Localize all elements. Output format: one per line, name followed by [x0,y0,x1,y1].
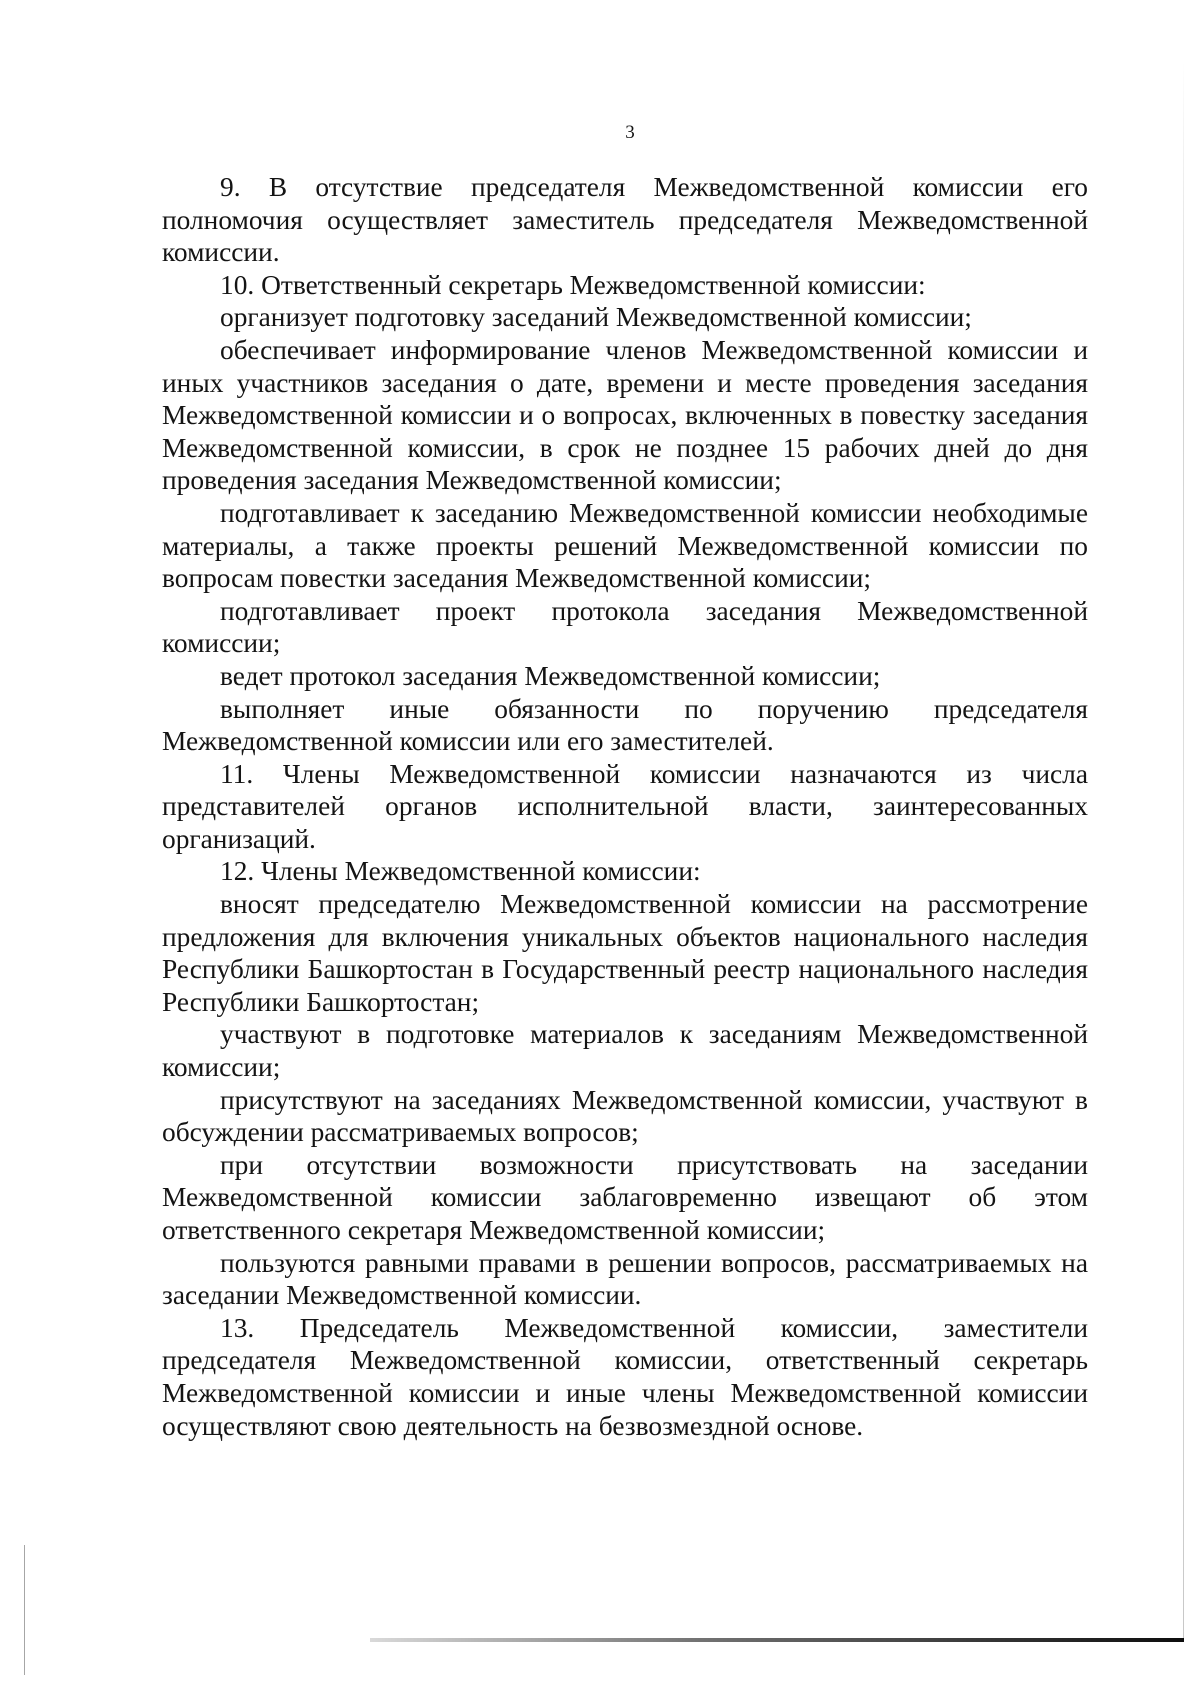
document-body [162,171,1088,1442]
scan-edge-bottom [370,1638,1184,1642]
paragraph-11: 11. Члены Межведомственной комиссии назначаются из числа представителей органов исполнительной власти, заинтересованных организаций. [162,758,1088,854]
paragraph-12-item: вносят председателю Межведомственной комиссии на рассмотрение предложения для включения уникальных объектов национального наследия Республики Башкортостан в Государственный реестр национального наследия Республики Башкортостан; [162,889,1088,1017]
scan-edge-right [1183,60,1184,1640]
paragraph-10-item: выполняет иные обязанности по поручению председателя Межведомственной комиссии или его заместителей. [162,693,1088,757]
paragraph-12-item: пользуются равными правами в решении вопросов, рассматриваемых на заседании Межведомственной комиссии. [162,1247,1088,1311]
paragraph-10-item: подготавливает проект протокола заседания Межведомственной комиссии; [162,595,1088,659]
paragraph-10-item: ведет протокол заседания Межведомственной комиссии; [220,660,881,691]
paragraph-12-item: при отсутствии возможности присутствовать на заседании Межведомственной комиссии заблаговременно извещают об этом ответственного секретаря Межведомственной комиссии; [162,1149,1088,1245]
paragraph-10-item: подготавливает к заседанию Межведомственной комиссии необходимые материалы, а также проекты решений Межведомственной комиссии по вопросам повестки заседания Межведомственной комиссии; [162,497,1088,594]
paragraph-10-heading: 10. Ответственный секретарь Межведомственной комиссии: [220,269,926,300]
paragraph-9: 9. В отсутствие председателя Межведомственной комиссии его полномочия осуществляет заместитель председателя Межведомственной комиссии. [162,172,1088,268]
scan-edge-left [24,1545,25,1675]
paragraph-10-item: обеспечивает информирование членов Межведомственной комиссии и иных участников заседания о дате, времени и месте проведения заседания Межведомственной комиссии и о вопросах, включенных в повестку заседания Межведомственной комиссии, в срок не позднее 15 рабочих дней до дня проведения заседания Межведомственной комиссии; [162,334,1088,496]
paragraph-12-heading: 12. Члены Межведомственной комиссии: [220,856,701,887]
paragraph-12-item: участвуют в подготовке материалов к заседаниям Межведомственной комиссии; [162,1019,1088,1083]
page-number: 3 [625,122,635,143]
paragraph-12-item: присутствуют на заседаниях Межведомственной комиссии, участвуют в обсуждении рассматриваемых вопросов; [162,1084,1088,1148]
paragraph-13: 13. Председатель Межведомственной комиссии, заместители председателя Межведомственной комиссии, ответственный секретарь Межведомственной комиссии и иные члены Межведомственной комиссии осуществляют свою деятельность на безвозмездной основе. [162,1312,1088,1441]
paragraph-10-item: организует подготовку заседаний Межведомственной комиссии; [220,302,972,333]
